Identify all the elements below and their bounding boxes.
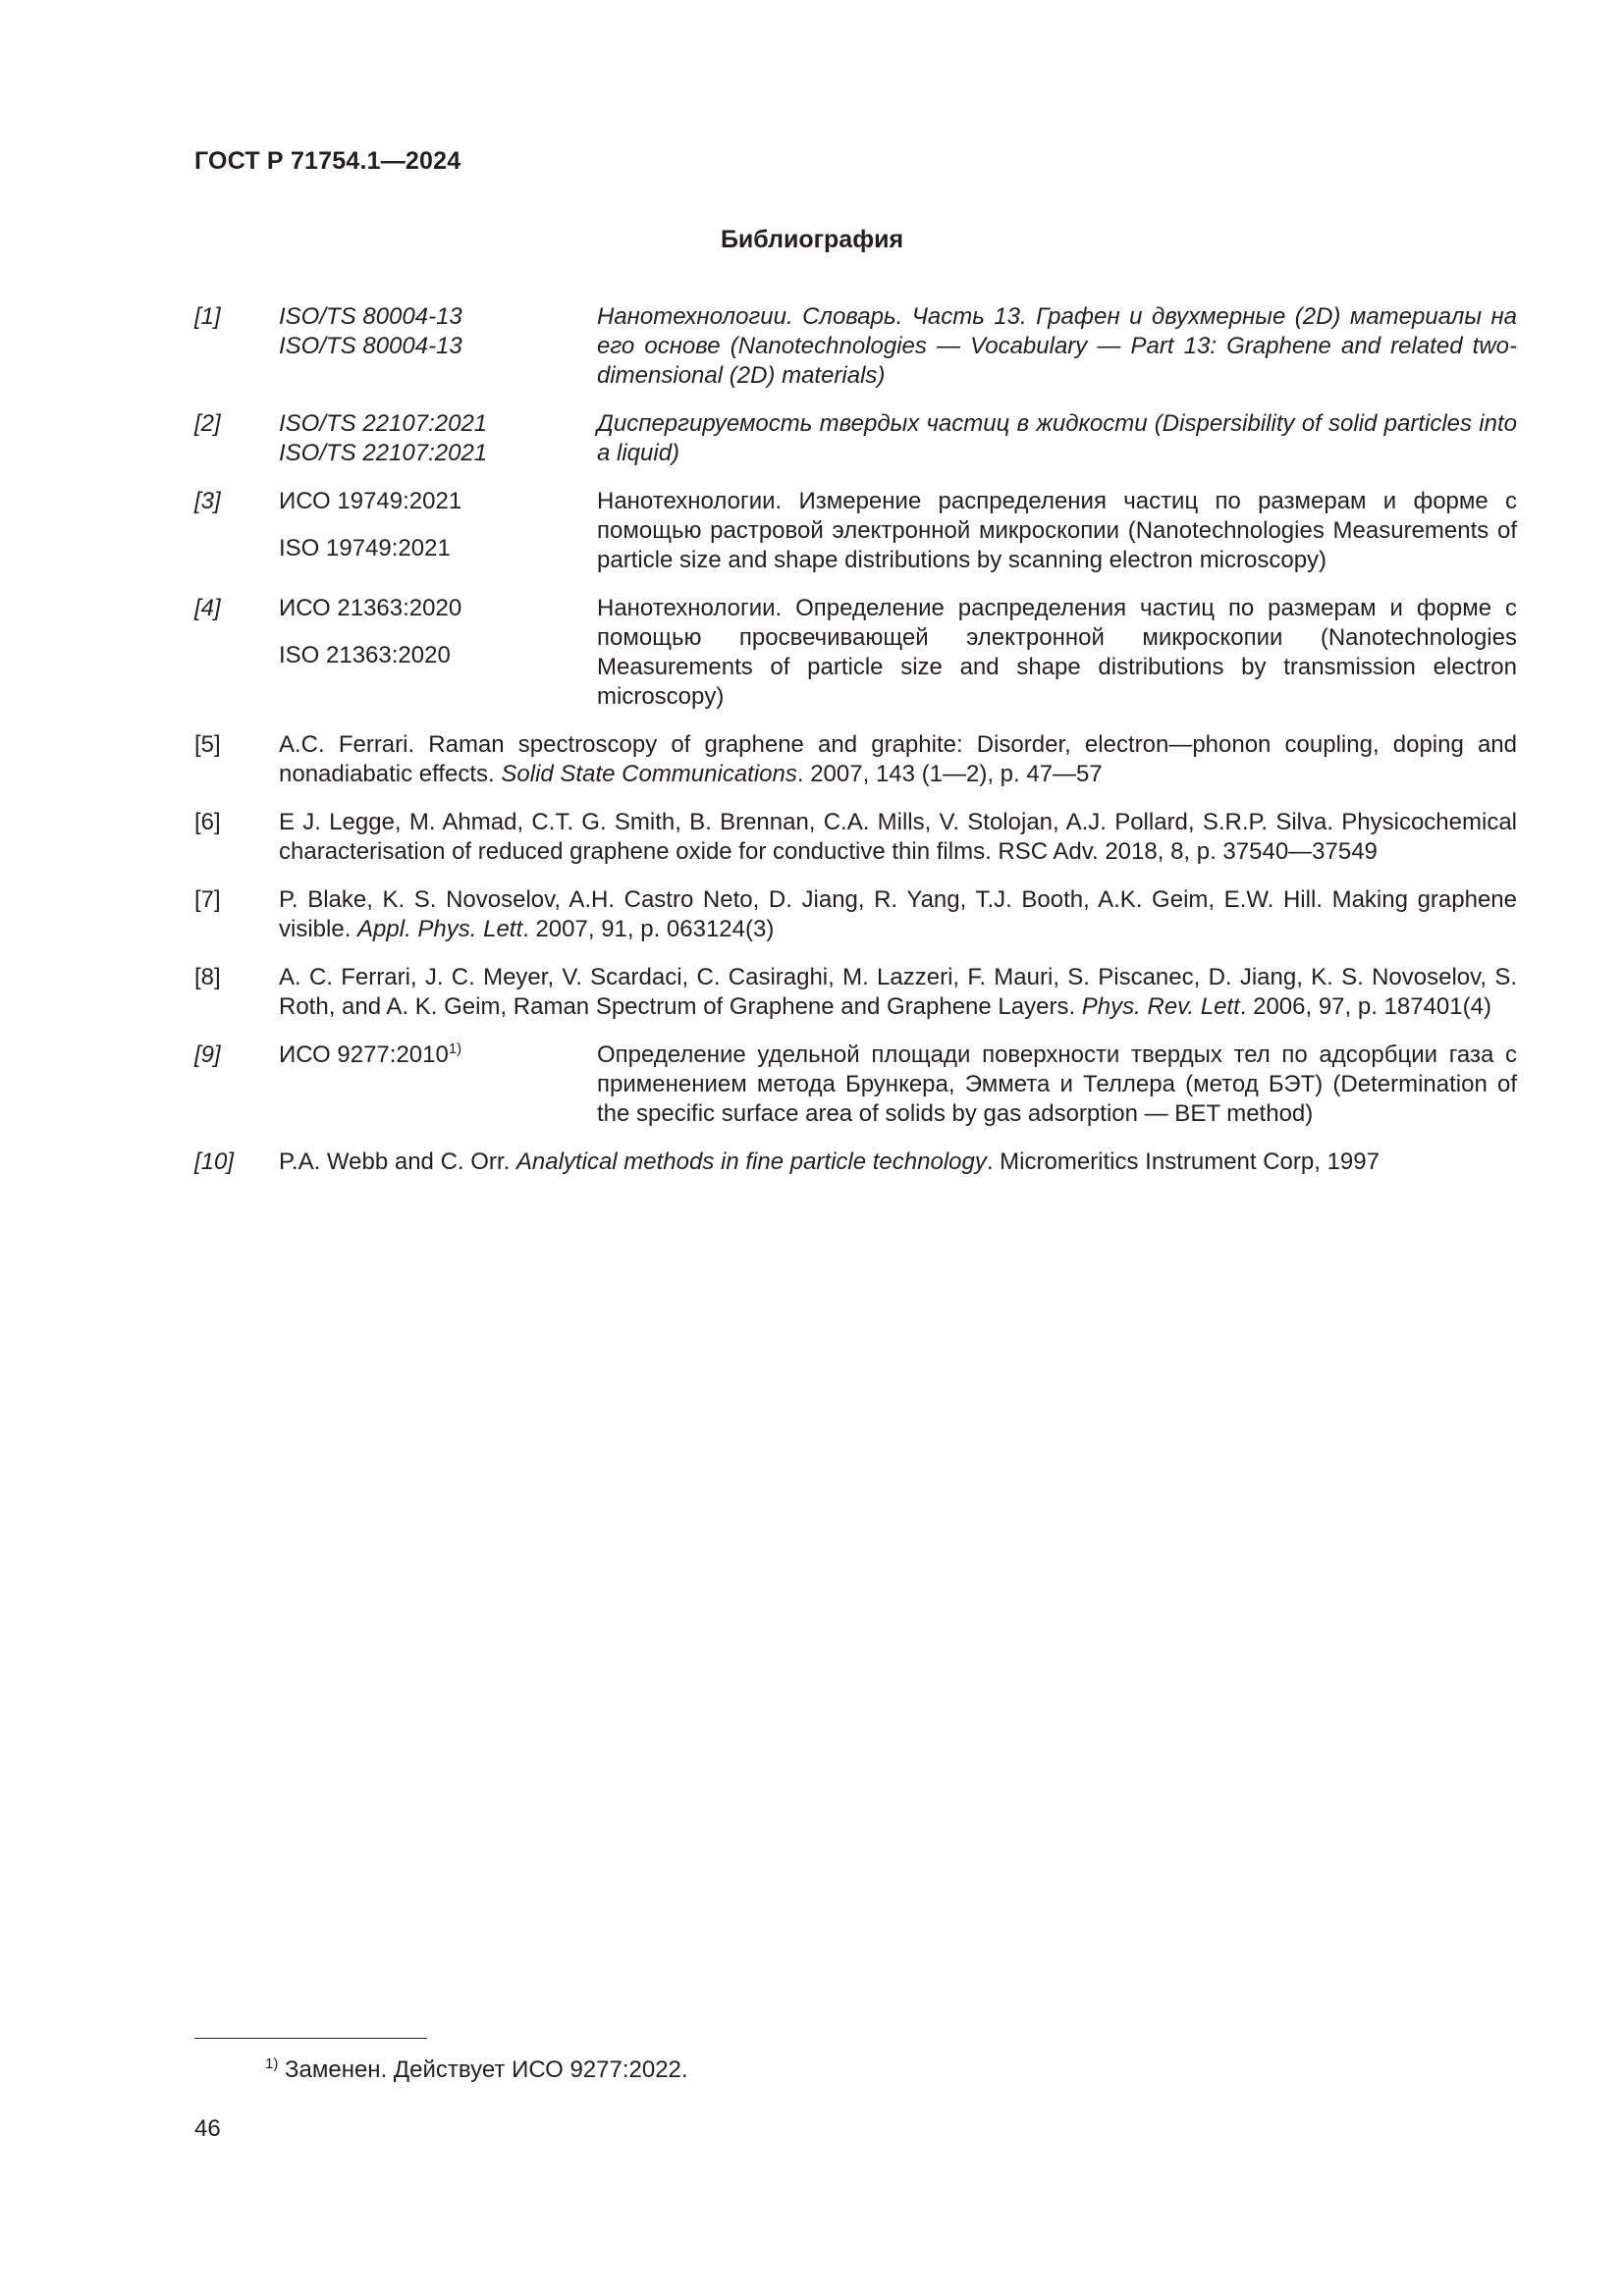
bibliography-entry — [194, 302, 1517, 391]
standard-code-en: ISO/TS 80004-13 — [279, 333, 462, 359]
entry-details: . 2007, 143 (1—2), p. 47—57 — [796, 761, 1103, 787]
entry-title: Нанотехнологии. Измерение распределения частиц по размерам и форме с помощью растровой электронной микроскопии (Nanotechnologies Measurements of particle size and shape distributions by scanning electron microscopy) — [597, 488, 1517, 573]
page-number: 46 — [194, 2115, 221, 2142]
standard-code-ru: ISO/TS 80004-13 — [279, 303, 462, 330]
entry-reference: E J. Legge, M. Ahmad, C.T. G. Smith, B. Brennan, C.A. Mills, V. Stolojan, A.J. Pollard, S.R.P. Silva. Physicochemical characterisation of reduced graphene oxide for conductive thin films. RSC Adv. 2018, 8, p. 37540—37549 — [279, 809, 1517, 865]
entry-title: Определение удельной площади поверхности твердых тел по адсорбции газа с применением метода Брункера, Эммета и Теллера (метод БЭТ) (Determination of the specific surface area of solids by gas adsorption — BET method) — [597, 1041, 1517, 1127]
entry-journal: Solid State Communications — [501, 761, 797, 787]
bibliography-entry — [194, 1041, 1517, 1129]
bibliography-entry — [194, 963, 1517, 1022]
entry-details: . 2006, 97, p. 187401(4) — [1239, 993, 1491, 1020]
entry-title: Нанотехнологии. Словарь. Часть 13. Графен и двухмерные (2D) материалы на его основе (Nanotechnologies — Vocabulary — Part 13: Graphene and related two-dimensional (2D) materials) — [597, 303, 1517, 389]
standard-code-ru: ИСО 21363:2020 — [279, 595, 462, 621]
entry-authors: P. Blake, K. S. Novoselov, A.H. Castro Neto, D. Jiang, R. Yang, T.J. Booth, A.K. Geim, E.W. Hill. Making graphene visible. — [279, 886, 1517, 942]
entry-title: Диспергируемость твердых частиц в жидкости (Dispersibility of solid particles into a liquid) — [597, 410, 1517, 466]
standard-code-ru: ИСО 9277:2010 — [279, 1041, 449, 1068]
standard-code-en: ISO/TS 22107:2021 — [279, 440, 488, 466]
entry-standard — [279, 594, 597, 670]
bibliography-entry — [194, 1148, 1517, 1177]
entry-reference — [279, 963, 1517, 1022]
entry-authors: P.A. Webb and C. Orr. — [279, 1148, 511, 1175]
entry-reference — [279, 730, 1517, 789]
bibliography-entry — [194, 594, 1517, 712]
footnote-marker: 1) — [265, 2056, 279, 2072]
bibliography-entry — [194, 409, 1517, 468]
bibliography-entry — [194, 808, 1517, 867]
standard-code-en: ISO 19749:2021 — [279, 535, 451, 561]
section-title: Библиография — [720, 226, 904, 253]
entry-standard — [279, 1041, 597, 1070]
bibliography-entry — [194, 730, 1517, 789]
entry-number: [9] — [194, 1041, 221, 1068]
entry-number: [3] — [194, 488, 221, 514]
document-header: ГОСТ Р 71754.1—2024 — [194, 147, 461, 175]
standard-code-ru: ISO/TS 22107:2021 — [279, 410, 488, 437]
entry-standard — [279, 487, 597, 563]
entry-number: [10] — [194, 1148, 235, 1175]
entry-reference — [279, 1148, 1517, 1177]
entry-number: [4] — [194, 595, 221, 621]
entry-details: . Micromeritics Instrument Corp, 1997 — [986, 1148, 1380, 1175]
entry-number: [8] — [194, 964, 221, 990]
entry-authors: A. C. Ferrari, J. C. Meyer, V. Scardaci, C. Casiraghi, M. Lazzeri, F. Mauri, S. Piscanec, D. Jiang, K. S. Novoselov, S. Roth, and A. K. Geim, Raman Spectrum of Graphene and Graphene Layers. — [279, 964, 1517, 1020]
entry-standard — [279, 409, 597, 468]
entry-number: [1] — [194, 303, 221, 330]
entry-number: [5] — [194, 731, 221, 758]
entry-standard — [279, 302, 597, 361]
bibliography-list — [194, 302, 1517, 1177]
footnote-text: Заменен. Действует ИСО 9277:2022. — [285, 2056, 688, 2083]
bibliography-entry — [194, 487, 1517, 575]
entry-details: . 2007, 91, p. 063124(3) — [522, 916, 775, 942]
entry-number: [2] — [194, 410, 221, 437]
standard-code-en: ISO 21363:2020 — [279, 642, 451, 668]
entry-reference — [279, 885, 1517, 944]
entry-journal: Analytical methods in fine particle technology — [515, 1148, 987, 1175]
entry-title: Нанотехнологии. Определение распределения частиц по размерам и форме с помощью просвечивающей электронной микроскопии (Nanotechnologies Measurements of particle size and shape distributions by transmission electron microscopy) — [597, 595, 1517, 710]
entry-number: [6] — [194, 809, 221, 835]
entry-number: [7] — [194, 886, 221, 913]
entry-authors: A.C. Ferrari. Raman spectroscopy of graphene and graphite: Disorder, electron—phonon coupling, doping and nonadiabatic effects. — [279, 731, 1517, 787]
entry-journal: Appl. Phys. Lett — [357, 916, 523, 942]
footnote-marker: 1) — [448, 1041, 462, 1057]
footnote — [265, 2056, 688, 2085]
bibliography-entry — [194, 885, 1517, 944]
standard-code-ru: ИСО 19749:2021 — [279, 488, 462, 514]
entry-journal: Phys. Rev. Lett — [1081, 993, 1240, 1020]
footnote-divider — [194, 2038, 427, 2039]
